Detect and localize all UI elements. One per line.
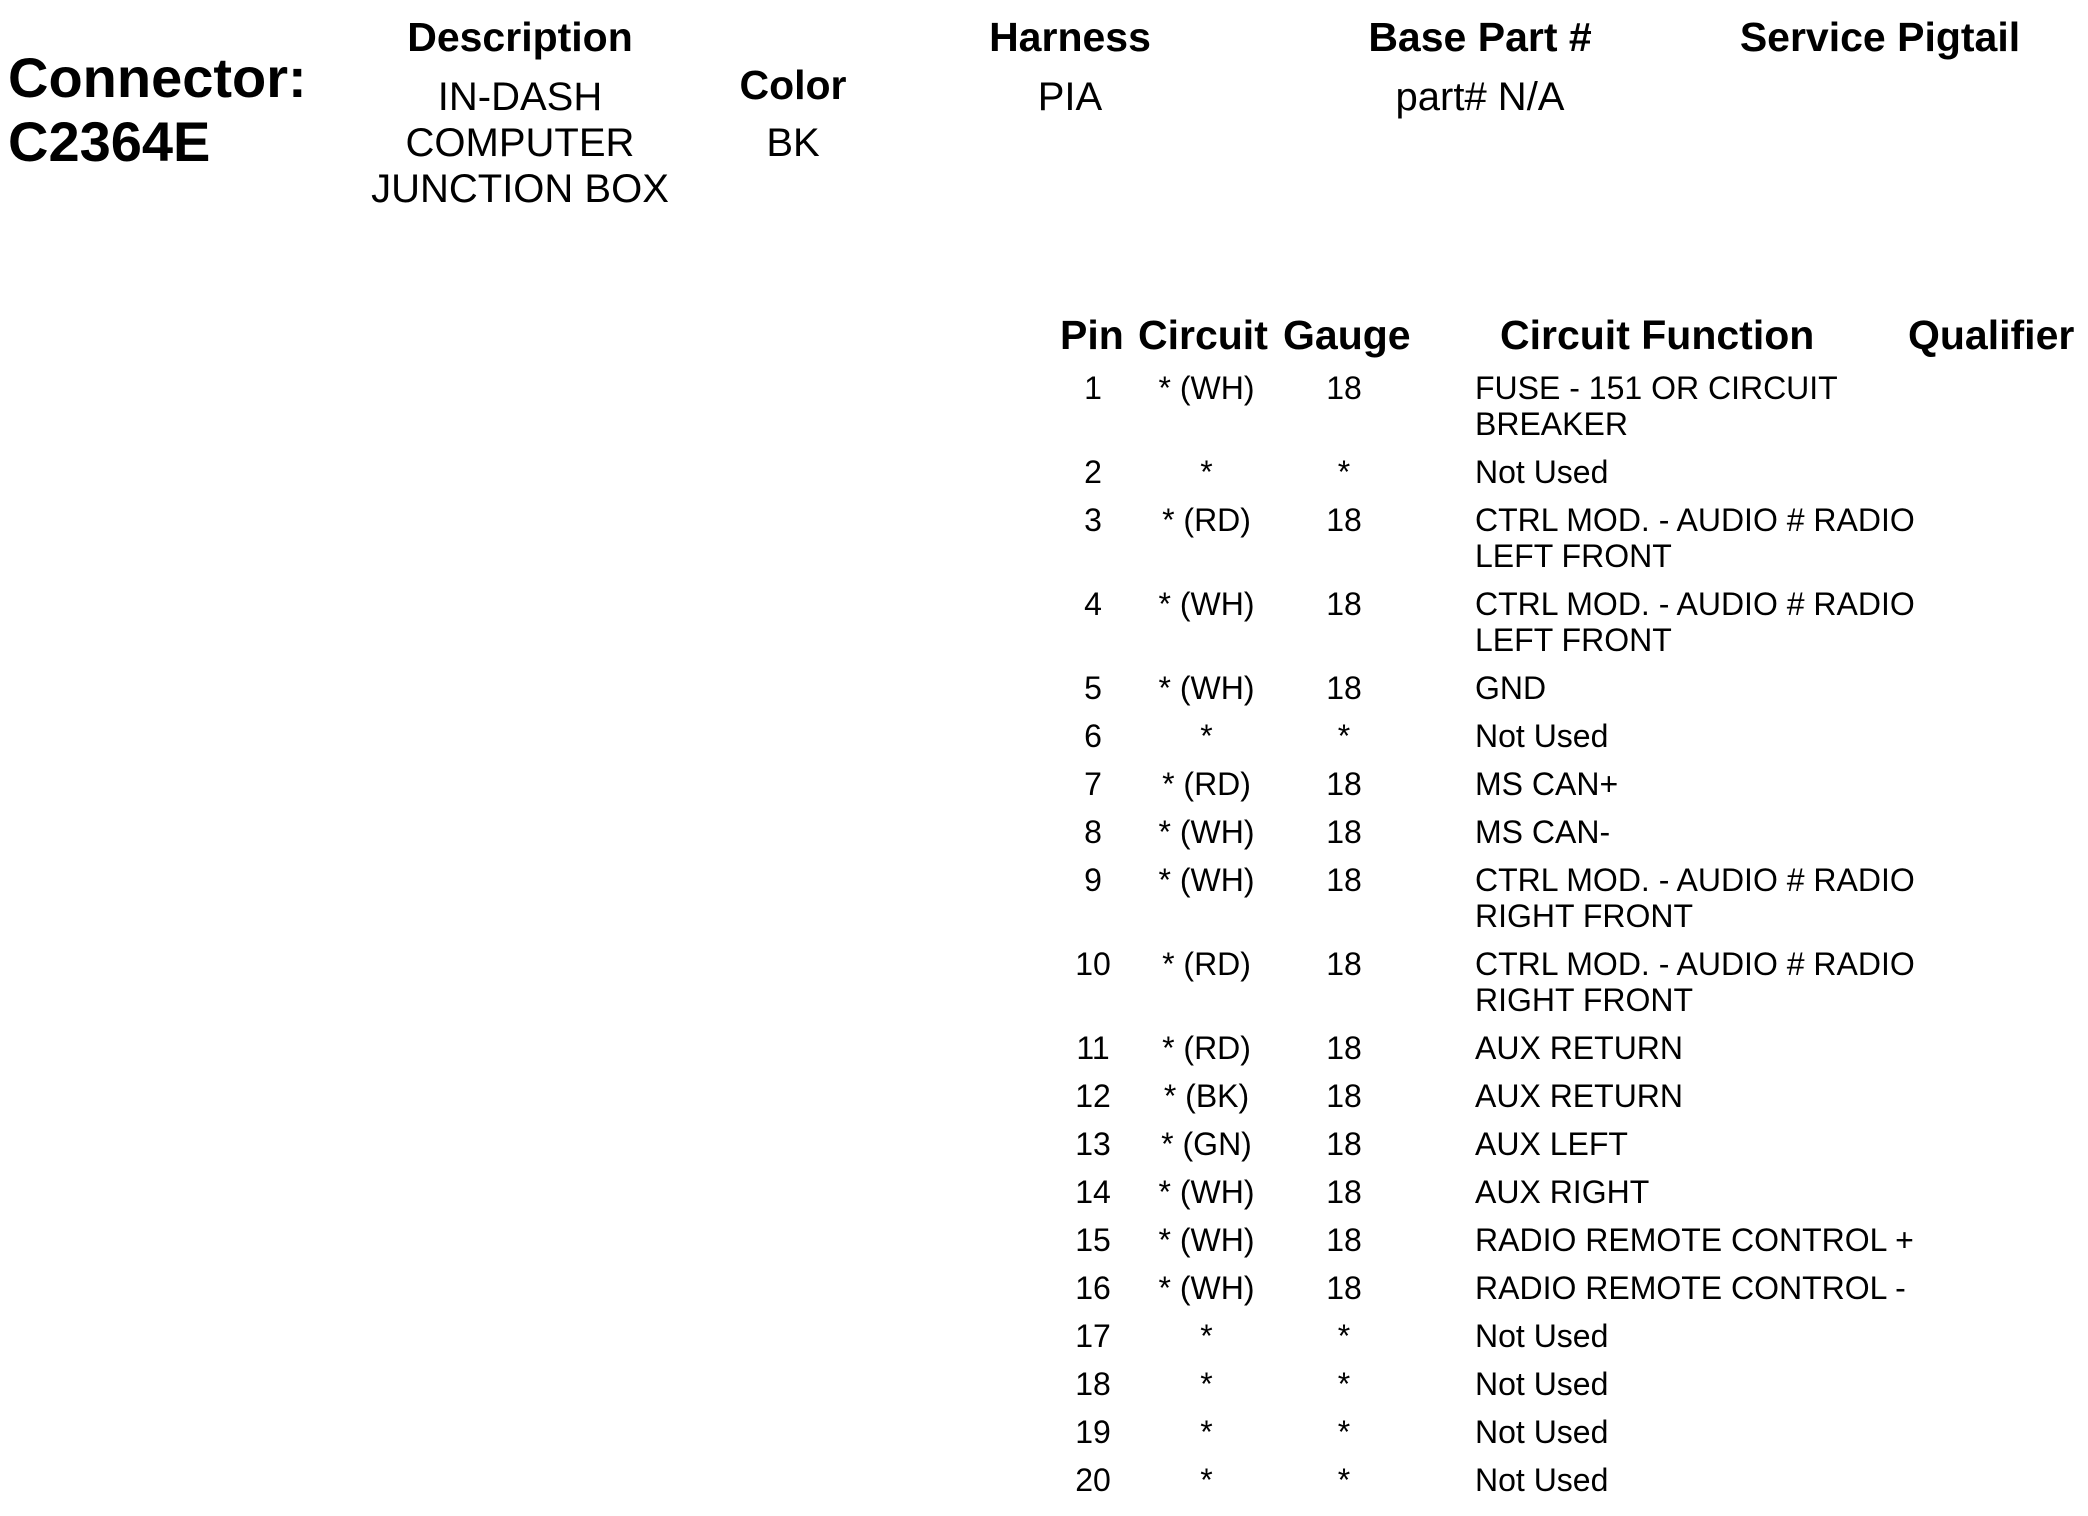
circuit-function-cell: Not Used bbox=[1475, 454, 1609, 490]
circuit-cell: * (RD) bbox=[1162, 946, 1251, 982]
circuit-cell: * (WH) bbox=[1158, 670, 1255, 706]
circuit-function-cell: AUX RIGHT bbox=[1475, 1174, 1650, 1210]
gauge-cell: 18 bbox=[1326, 502, 1362, 538]
circuit-function-cell: Not Used bbox=[1475, 1318, 1609, 1354]
gauge-cell: * bbox=[1337, 1318, 1351, 1354]
gauge-cell: 18 bbox=[1326, 766, 1362, 802]
table-row bbox=[1060, 502, 2060, 574]
gauge-cell: 18 bbox=[1326, 670, 1362, 706]
circuit-cell: * (RD) bbox=[1162, 766, 1251, 802]
pin-cell: 8 bbox=[1084, 814, 1102, 850]
circuit-cell: * (WH) bbox=[1158, 1270, 1255, 1306]
table-row bbox=[1060, 766, 2060, 802]
pin-cell: 16 bbox=[1075, 1270, 1111, 1306]
pin-cell: 9 bbox=[1084, 862, 1102, 898]
pin-cell: 6 bbox=[1084, 718, 1102, 754]
circuit-function-cell: RADIO REMOTE CONTROL - bbox=[1475, 1270, 1906, 1306]
circuit-function-cell: FUSE - 151 OR CIRCUIT BREAKER bbox=[1475, 370, 1838, 442]
service-pigtail-label: Service Pigtail bbox=[1739, 14, 2021, 60]
circuit-function-cell: CTRL MOD. - AUDIO # RADIO RIGHT FRONT bbox=[1475, 946, 1915, 1018]
table-row bbox=[1060, 862, 2060, 934]
circuit-cell: * (GN) bbox=[1161, 1126, 1252, 1162]
table-row bbox=[1060, 1174, 2060, 1210]
circuit-function-cell: GND bbox=[1475, 670, 1547, 706]
table-row bbox=[1060, 1462, 2060, 1498]
harness-value: PIA bbox=[1037, 75, 1103, 119]
pin-cell: 3 bbox=[1084, 502, 1102, 538]
connector-title bbox=[8, 46, 307, 174]
pin-cell: 18 bbox=[1075, 1366, 1111, 1402]
table-row bbox=[1060, 586, 2060, 658]
circuit-cell: * bbox=[1200, 1366, 1213, 1402]
pin-cell: 12 bbox=[1075, 1078, 1111, 1114]
gauge-cell: 18 bbox=[1326, 1078, 1362, 1114]
description-line: COMPUTER bbox=[405, 121, 635, 165]
gauge-cell: * bbox=[1337, 718, 1351, 754]
gauge-cell: * bbox=[1337, 454, 1351, 490]
circuit-cell: * bbox=[1200, 1414, 1213, 1450]
gauge-cell: * bbox=[1337, 1462, 1351, 1498]
circuit-cell: * (WH) bbox=[1158, 370, 1255, 406]
description-label: Description bbox=[407, 14, 633, 60]
gauge-cell: * bbox=[1337, 1366, 1351, 1402]
circuit-cell: * (WH) bbox=[1158, 814, 1255, 850]
pin-cell: 20 bbox=[1075, 1462, 1111, 1498]
circuit-function-cell: Not Used bbox=[1475, 718, 1609, 754]
description-line: JUNCTION BOX bbox=[371, 167, 669, 211]
circuit-function-cell: CTRL MOD. - AUDIO # RADIO RIGHT FRONT bbox=[1475, 862, 1915, 934]
circuit-function-cell: MS CAN- bbox=[1475, 814, 1611, 850]
circuit-cell: * bbox=[1200, 1462, 1213, 1498]
circuit-cell: * (WH) bbox=[1158, 586, 1255, 622]
gauge-cell: 18 bbox=[1326, 946, 1362, 982]
pin-cell: 19 bbox=[1075, 1414, 1111, 1450]
gauge-cell: 18 bbox=[1326, 1270, 1362, 1306]
table-row bbox=[1060, 1222, 2060, 1258]
table-row bbox=[1060, 1270, 2060, 1306]
gauge-cell: 18 bbox=[1326, 370, 1362, 406]
column-header-gauge: Gauge bbox=[1283, 312, 1411, 358]
circuit-cell: * (RD) bbox=[1162, 502, 1251, 538]
circuit-function-cell: Not Used bbox=[1475, 1414, 1609, 1450]
column-header-qualifier: Qualifier bbox=[1908, 312, 2075, 358]
circuit-cell: * bbox=[1200, 718, 1213, 754]
pin-cell: 5 bbox=[1084, 670, 1102, 706]
connector-id: C2364E bbox=[8, 110, 211, 173]
pin-cell: 2 bbox=[1084, 454, 1102, 490]
table-row bbox=[1060, 454, 2060, 490]
gauge-cell: 18 bbox=[1326, 1174, 1362, 1210]
circuit-cell: * (WH) bbox=[1158, 1174, 1255, 1210]
pin-cell: 7 bbox=[1084, 766, 1102, 802]
description-value bbox=[340, 74, 700, 212]
table-row bbox=[1060, 718, 2060, 754]
circuit-function-cell: AUX RETURN bbox=[1475, 1030, 1684, 1066]
circuit-function-cell: Not Used bbox=[1475, 1462, 1609, 1498]
gauge-cell: 18 bbox=[1326, 1222, 1362, 1258]
circuit-function-cell: MS CAN+ bbox=[1475, 766, 1619, 802]
circuit-cell: * bbox=[1200, 454, 1213, 490]
color-label: Color bbox=[739, 62, 847, 108]
connector-label: Connector: bbox=[8, 46, 307, 109]
pin-cell: 14 bbox=[1075, 1174, 1111, 1210]
table-row bbox=[1060, 1078, 2060, 1114]
color-value: BK bbox=[766, 121, 820, 165]
circuit-cell: * (WH) bbox=[1158, 1222, 1255, 1258]
gauge-cell: 18 bbox=[1326, 1126, 1362, 1162]
harness-label: Harness bbox=[989, 14, 1151, 60]
circuit-cell: * (WH) bbox=[1158, 862, 1255, 898]
gauge-cell: 18 bbox=[1326, 814, 1362, 850]
table-row bbox=[1060, 1414, 2060, 1450]
table-row bbox=[1060, 1126, 2060, 1162]
circuit-function-cell: CTRL MOD. - AUDIO # RADIO LEFT FRONT bbox=[1475, 586, 1915, 658]
pin-table bbox=[1060, 370, 2060, 1510]
base-part-label: Base Part # bbox=[1368, 14, 1592, 60]
description-line: IN-DASH bbox=[437, 75, 603, 119]
pin-cell: 1 bbox=[1084, 370, 1102, 406]
circuit-cell: * (BK) bbox=[1163, 1078, 1250, 1114]
base-part-value: part# N/A bbox=[1395, 75, 1565, 119]
gauge-cell: 18 bbox=[1326, 586, 1362, 622]
gauge-cell: * bbox=[1337, 1414, 1351, 1450]
pin-cell: 15 bbox=[1075, 1222, 1111, 1258]
table-row bbox=[1060, 1030, 2060, 1066]
pin-cell: 10 bbox=[1075, 946, 1111, 982]
circuit-cell: * (RD) bbox=[1162, 1030, 1251, 1066]
gauge-cell: 18 bbox=[1326, 1030, 1362, 1066]
pin-cell: 17 bbox=[1075, 1318, 1111, 1354]
circuit-cell: * bbox=[1200, 1318, 1213, 1354]
table-row bbox=[1060, 370, 2060, 442]
table-row bbox=[1060, 814, 2060, 850]
column-header-circuit-function: Circuit Function bbox=[1500, 312, 1815, 358]
circuit-function-cell: AUX RETURN bbox=[1475, 1078, 1684, 1114]
column-header-pin: Pin bbox=[1060, 312, 1124, 358]
circuit-function-cell: CTRL MOD. - AUDIO # RADIO LEFT FRONT bbox=[1475, 502, 1915, 574]
table-row bbox=[1060, 1318, 2060, 1354]
circuit-function-cell: AUX LEFT bbox=[1475, 1126, 1628, 1162]
pin-cell: 13 bbox=[1075, 1126, 1111, 1162]
gauge-cell: 18 bbox=[1326, 862, 1362, 898]
column-header-circuit: Circuit bbox=[1138, 312, 1268, 358]
table-row bbox=[1060, 1366, 2060, 1402]
circuit-function-cell: RADIO REMOTE CONTROL + bbox=[1475, 1222, 1914, 1258]
table-row bbox=[1060, 670, 2060, 706]
table-row bbox=[1060, 946, 2060, 1018]
pin-cell: 4 bbox=[1084, 586, 1102, 622]
pin-cell: 11 bbox=[1076, 1030, 1110, 1066]
circuit-function-cell: Not Used bbox=[1475, 1366, 1609, 1402]
